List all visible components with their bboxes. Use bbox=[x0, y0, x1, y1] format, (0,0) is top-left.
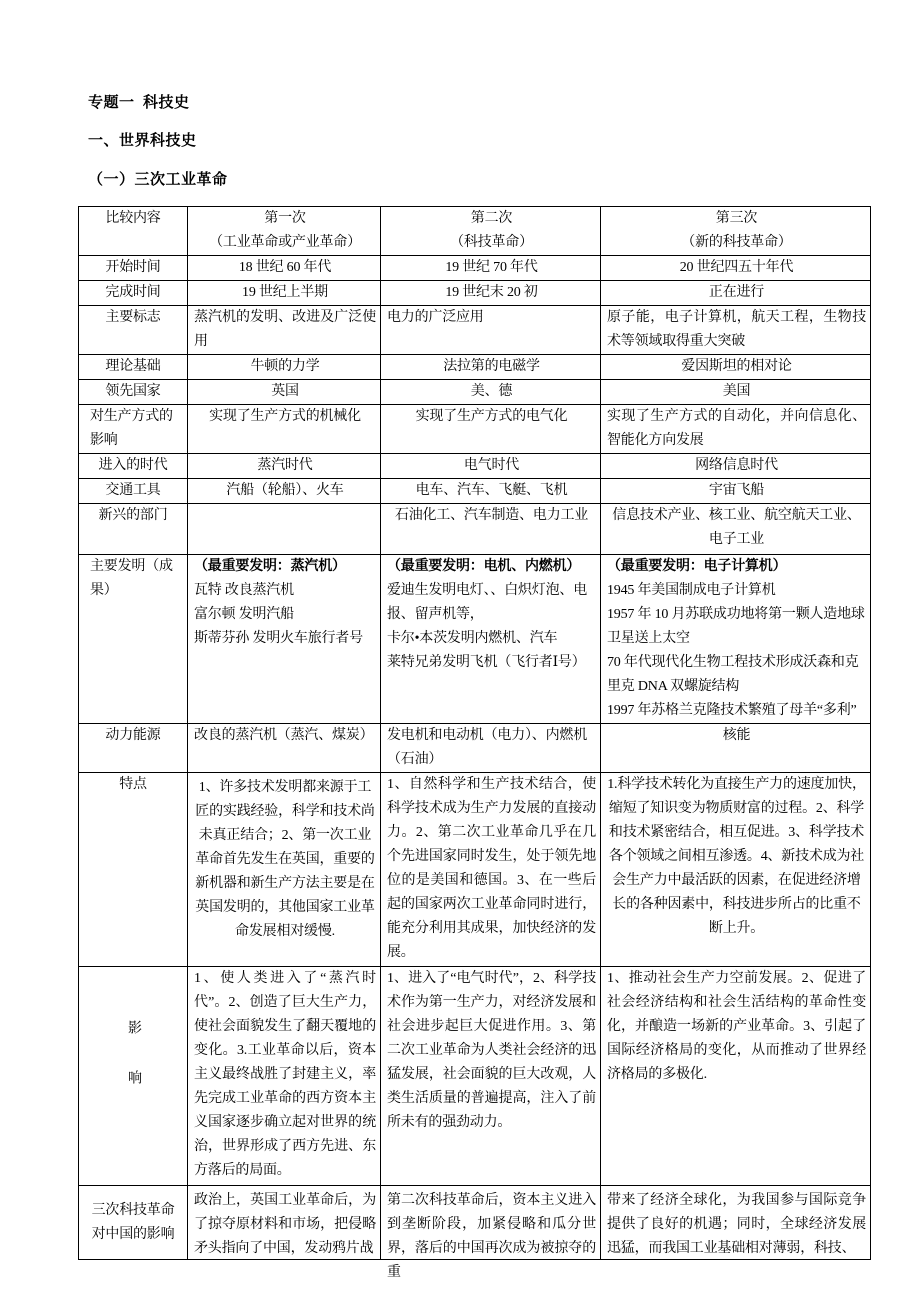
invention-item: 富尔顿 发明汽船 bbox=[194, 607, 294, 622]
production-impact-first: 实现了生产方式的机械化 bbox=[188, 405, 381, 454]
new-sectors-second: 石油化工、汽车制造、电力工业 bbox=[381, 504, 601, 555]
theory-second: 法拉第的电磁学 bbox=[381, 355, 601, 380]
header-first-cell bbox=[188, 207, 381, 256]
header-label: 比较内容 bbox=[105, 211, 161, 226]
power-second: 发电机和电动机（电力）、内燃机（石油） bbox=[381, 724, 601, 773]
header-first-title: 第一次 bbox=[264, 211, 306, 226]
china-impact-third: 带来了经济全球化，为我国参与国际竞争提供了良好的机遇；同时，全球经济发展迅猛，而我国工业基础相对薄弱，科技、 bbox=[607, 1193, 866, 1256]
header-third-cell bbox=[601, 207, 871, 256]
table-row bbox=[79, 405, 871, 454]
china-impact-first-cell bbox=[188, 1186, 381, 1260]
comparison-table bbox=[78, 206, 871, 1280]
table-row bbox=[79, 306, 871, 355]
china-impact-second-cell bbox=[381, 1186, 601, 1280]
features-third: 1.科学技术转化为直接生产力的速度加快，缩短了知识变为物质财富的过程。2、科学和技术紧密结合，相互促进。3、科学技术各个领域之间相互渗透。4、新技术成为社会生产力中最活跃的因素，在促进经济增长的各种因素中，科技进步所占的比重不断上升。 bbox=[601, 773, 871, 967]
production-impact-second: 实现了生产方式的电气化 bbox=[381, 405, 601, 454]
finish-time-third: 正在进行 bbox=[601, 281, 871, 306]
china-impact-third-cell bbox=[601, 1186, 871, 1260]
inventions-third-cell bbox=[601, 555, 871, 724]
table-row bbox=[79, 504, 871, 555]
features-first: 1、许多技术发明都来源于工匠的实践经验，科学和技术尚未真正结合；2、第一次工业革命首先发生在英国，重要的新机器和新生产方法主要是在英国发明的，其他国家工业革命发展相对缓慢. bbox=[188, 773, 381, 967]
start-time-second: 19 世纪 70 年代 bbox=[381, 256, 601, 281]
table-row bbox=[79, 967, 871, 1186]
invention-item: 瓦特 改良蒸汽机 bbox=[194, 583, 294, 598]
transport-first: 汽船（轮船）、火车 bbox=[188, 479, 381, 504]
impact-first: 1、使人类进入了“蒸汽时代”。2、创造了巨大生产力，使社会面貌发生了翻天覆地的变化。3.工业革命以后，资本主义最终战胜了封建主义，率先完成工业革命的西方资本主义国家逐步确立起对世界的统治，世界形成了西方先进、东方落后的局面。 bbox=[188, 967, 381, 1186]
theory-third: 爱因斯坦的相对论 bbox=[601, 355, 871, 380]
table-row bbox=[79, 355, 871, 380]
row-label: 领先国家 bbox=[79, 380, 188, 405]
impact-third: 1、推动社会生产力空前发展。2、促进了社会经济结构和社会生活结构的革命性变化，并酿造一场新的产业革命。3、引起了国际经济格局的变化，从而推动了世界经济格局的多极化. bbox=[601, 967, 871, 1186]
main-sign-third: 原子能，电子计算机，航天工程，生物技术等领域取得重大突破 bbox=[601, 306, 871, 355]
invention-item: 1945 年美国制成电子计算机 bbox=[607, 583, 776, 598]
impact-label-cell bbox=[79, 967, 188, 1186]
table-row bbox=[79, 773, 871, 967]
row-label: 交通工具 bbox=[79, 479, 188, 504]
inventions-second-cell bbox=[381, 555, 601, 724]
row-label: 特点 bbox=[79, 773, 188, 967]
leading-country-third: 美国 bbox=[601, 380, 871, 405]
row-label: 对生产方式的影响 bbox=[79, 405, 188, 454]
features-second: 1、自然科学和生产技术结合，使科学技术成为生产力发展的直接动力。2、第二次工业革命几乎在几个先进国家同时发生，处于领先地位的是美国和德国。3、在一些后起的国家两次工业革命同时进行，能充分利用其成果，加快经济的发展。 bbox=[381, 773, 601, 967]
table-row bbox=[79, 454, 871, 479]
table-row bbox=[79, 724, 871, 773]
invention-item: 斯蒂芬孙 发明火车旅行者号 bbox=[194, 631, 363, 646]
header-second-subtitle: （科技革命） bbox=[450, 235, 533, 250]
invention-item: 70 年代现代化生物工程技术形成沃森和克里克 DNA 双螺旋结构 bbox=[607, 655, 859, 694]
china-impact-second: 第二次科技革命后，资本主义进入到垄断阶段，加紧侵略和瓜分世界，落后的中国再次成为被掠夺的重 bbox=[387, 1193, 596, 1280]
header-label-cell bbox=[79, 207, 188, 256]
header-third-subtitle: （新的科技革命） bbox=[681, 235, 792, 250]
era-third: 网络信息时代 bbox=[601, 454, 871, 479]
row-label: 主要标志 bbox=[79, 306, 188, 355]
invention-item: 爱迪生发明电灯、、白炽灯泡、电报、留声机等， bbox=[387, 583, 587, 622]
invention-item: 莱特兄弟发明飞机（飞行者Ⅰ号） bbox=[387, 655, 586, 670]
new-sectors-first-empty bbox=[188, 504, 381, 555]
key-invention: （最重要发明：蒸汽机） bbox=[194, 559, 346, 574]
leading-country-first: 英国 bbox=[188, 380, 381, 405]
table-row bbox=[79, 380, 871, 405]
theory-first: 牛顿的力学 bbox=[188, 355, 381, 380]
table-row bbox=[79, 1186, 871, 1260]
table-row bbox=[79, 555, 871, 724]
row-label: 开始时间 bbox=[79, 256, 188, 281]
start-time-third: 20 世纪四五十年代 bbox=[601, 256, 871, 281]
table-row bbox=[79, 256, 871, 281]
header-first-subtitle: （工业革命或产业革命） bbox=[209, 235, 361, 250]
production-impact-third: 实现了生产方式的自动化，并向信息化、智能化方向发展 bbox=[601, 405, 871, 454]
header-third-title: 第三次 bbox=[715, 211, 758, 226]
header-second-cell bbox=[381, 207, 601, 256]
era-second: 电气时代 bbox=[381, 454, 601, 479]
key-invention: （最重要发明：电机、内燃机） bbox=[387, 559, 581, 574]
invention-item: 1997 年苏格兰克隆技术繁殖了母羊“多利” bbox=[607, 703, 857, 718]
finish-time-second: 19 世纪末 20 初 bbox=[381, 281, 601, 306]
inventions-first-cell bbox=[188, 555, 381, 724]
era-first: 蒸汽时代 bbox=[188, 454, 381, 479]
impact-label-wrap bbox=[87, 967, 179, 1120]
table-row bbox=[79, 479, 871, 504]
row-label: 新兴的部门 bbox=[79, 504, 188, 555]
china-impact-first: 政治上，英国工业革命后，为了掠夺原材料和市场，把侵略矛头指向了中国，发动鸦片战 bbox=[194, 1193, 376, 1256]
power-first: 改良的蒸汽机（蒸汽、煤炭） bbox=[188, 724, 381, 773]
row-label: 三次科技革命对中国的影响 bbox=[79, 1186, 188, 1260]
main-sign-second: 电力的广泛应用 bbox=[381, 306, 601, 355]
invention-item: 卡尔•本茨发明内燃机、汽车 bbox=[387, 631, 558, 646]
transport-third: 宇宙飞船 bbox=[601, 479, 871, 504]
new-sectors-third: 信息技术产业、核工业、航空航天工业、电子工业 bbox=[601, 504, 871, 555]
main-sign-first: 蒸汽机的发明、改进及广泛使用 bbox=[188, 306, 381, 355]
topic-heading: 专题一 科技史 bbox=[88, 95, 190, 111]
row-label: 主要发明（成果） bbox=[79, 555, 188, 724]
row-label: 影响 bbox=[126, 1020, 141, 1120]
key-invention: （最重要发明：电子计算机） bbox=[607, 559, 787, 574]
start-time-first: 18 世纪 60 年代 bbox=[188, 256, 381, 281]
power-third: 核能 bbox=[601, 724, 871, 773]
leading-country-second: 美、德 bbox=[381, 380, 601, 405]
row-label: 动力能源 bbox=[79, 724, 188, 773]
transport-second: 电车、汽车、飞艇、飞机 bbox=[381, 479, 601, 504]
row-label: 进入的时代 bbox=[79, 454, 188, 479]
row-label: 理论基础 bbox=[79, 355, 188, 380]
table-header-row bbox=[79, 207, 871, 256]
section-heading: 一、世界科技史 bbox=[88, 133, 197, 149]
row-label: 完成时间 bbox=[79, 281, 188, 306]
finish-time-first: 19 世纪上半期 bbox=[188, 281, 381, 306]
impact-second: 1、进入了“电气时代”，2、科学技术作为第一生产力，对经济发展和社会进步起巨大促进作用。3、第二次工业革命为人类社会经济的迅猛发展，社会面貌的巨大改观，人类生活质量的普遍提高，注入了前所未有的强劲动力。 bbox=[381, 967, 601, 1186]
header-second-title: 第二次 bbox=[470, 211, 513, 226]
invention-item: 1957 年 10 月苏联成功地将第一颗人造地球卫星送上太空 bbox=[607, 607, 865, 646]
table-row bbox=[79, 281, 871, 306]
subsection-heading: （一）三次工业革命 bbox=[88, 172, 228, 188]
